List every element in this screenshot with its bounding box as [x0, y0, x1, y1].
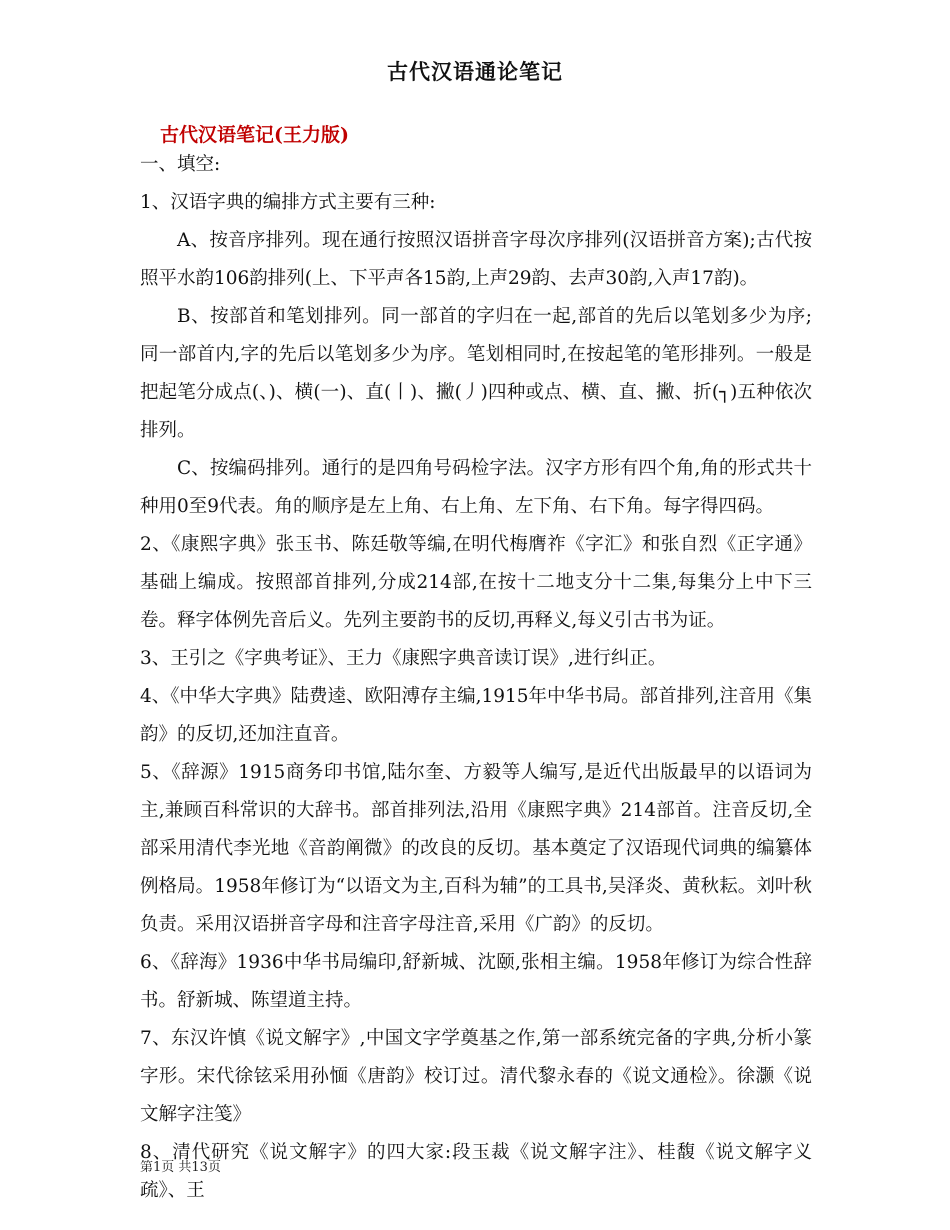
paragraph: 8、清代研究《说文解字》的四大家:段玉裁《说文解字注》、桂馥《说文解字义疏》、王 [140, 1142, 812, 1201]
paragraph: B、按部首和笔划排列。同一部首的字归在一起,部首的先后以笔划多少为序;同一部首内,字的先后以笔划多少为序。笔划相同时,在按起笔的笔形排列。一般是把起笔分成点(、)、横(一)、直(丨)、撇(丿)四种或点、横、直、撇、折(┐)五种依次排列。 [140, 306, 812, 441]
paragraph: 1、汉语字典的编排方式主要有三种: [140, 192, 436, 213]
paragraph: 一、填空: [140, 154, 221, 175]
page-footer: 第1页 共13页 [140, 1160, 221, 1175]
page-title: 古代汉语通论笔记 [387, 59, 563, 84]
paragraph: 4、《中华大字典》陆费逵、欧阳溥存主编,1915年中华书局。部首排列,注音用《集韵》的反切,还加注直音。 [140, 686, 812, 745]
paragraph: 6、《辞海》1936中华书局编印,舒新城、沈颐,张相主编。1958年修订为综合性辞书。舒新城、陈望道主持。 [140, 952, 812, 1011]
paragraph: 2、《康熙字典》张玉书、陈廷敬等编,在明代梅膺祚《字汇》和张自烈《正字通》基础上编成。按照部首排列,分成214部,在按十二地支分十二集,每集分上中下三卷。释字体例先音后义。先列主要韵书的反切,再释义,每义引古书为证。 [140, 534, 812, 631]
paragraph: C、按编码排列。通行的是四角号码检字法。汉字方形有四个角,角的形式共十种用0至9代表。角的顺序是左上角、右上角、左下角、右下角。每字得四码。 [140, 458, 812, 517]
paragraph: A、按音序排列。现在通行按照汉语拼音字母次序排列(汉语拼音方案);古代按照平水韵106韵排列(上、下平声各15韵,上声29韵、去声30韵,入声17韵)。 [140, 230, 812, 289]
paragraph: 7、东汉许慎《说文解字》,中国文字学奠基之作,第一部系统完备的字典,分析小篆字形。宋代徐铉采用孙愐《唐韵》校订过。清代黎永春的《说文通检》。徐灏《说文解字注笺》 [140, 1028, 812, 1125]
paragraph: 3、王引之《字典考证》、王力《康熙字典音读订误》,进行纠正。 [140, 648, 667, 669]
section-heading: 古代汉语笔记(王力版) [160, 124, 349, 146]
paragraph: 5、《辞源》1915商务印书馆,陆尔奎、方毅等人编写,是近代出版最早的以语词为主,兼顾百科常识的大辞书。部首排列法,沿用《康熙字典》214部首。注音反切,全部采用清代李光地《音韵阐微》的改良的反切。基本奠定了汉语现代词典的编纂体例格局。1958年修订为“以语文为主,百科为辅”的工具书,吴泽炎、黄秋耘。刘叶秋负责。采用汉语拼音字母和注音字母注音,采用《广韵》的反切。 [140, 762, 812, 935]
document-body [140, 146, 812, 1210]
